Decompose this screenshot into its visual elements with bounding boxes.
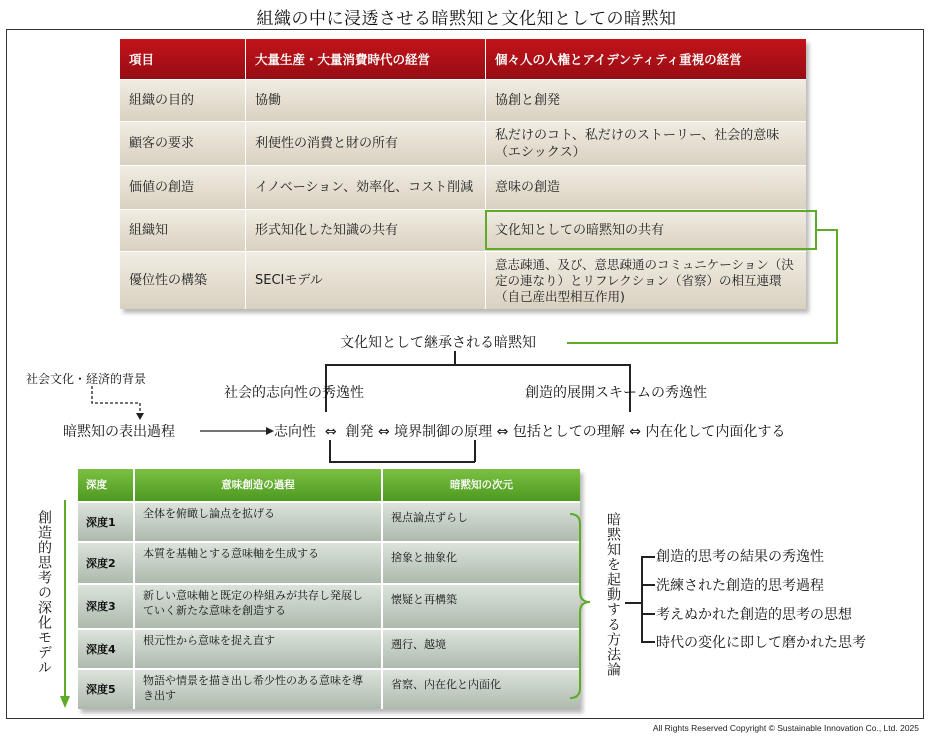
meaning-process: 新しい意味軸と既定の枠組みが共存し発展していく新たな意味を創造する <box>135 585 383 628</box>
arrow-right-icon <box>200 424 275 438</box>
green-connector <box>567 342 838 344</box>
copyright-text: All Rights Reserved Copyright © Sustainable Innovation Co., Ltd. 2025 <box>652 723 919 733</box>
tacit-dimension: 懐疑と再構築 <box>383 585 580 628</box>
table-row <box>120 122 806 165</box>
connector-line <box>329 461 475 463</box>
depth-label: 深度4 <box>78 630 135 668</box>
row-mass-value: SECIモデル <box>246 252 486 309</box>
row-mass-value: 形式知化した知識の共有 <box>246 210 486 251</box>
management-comparison-table <box>120 39 806 309</box>
row-label: 優位性の構築 <box>120 252 246 309</box>
row-identity-value: 協創と創発 <box>486 80 806 121</box>
thinking-depth-table <box>78 469 580 709</box>
row-identity-value: 意志疎通、及び、意思疎通のコミュニケーション（決定の連なり）とリフレクション（省察）の相互連環（自己産出型相互作用) <box>486 252 806 309</box>
table-row <box>78 543 580 583</box>
row-mass-value: 利便性の消費と財の所有 <box>246 122 486 165</box>
meaning-process: 本質を基軸とする意味軸を生成する <box>135 543 383 583</box>
row-label: 組織の目的 <box>120 80 246 121</box>
table-row <box>120 80 806 121</box>
header-identity-management: 個々人の人権とアイデンティティ重視の経営 <box>486 39 806 79</box>
green-brace-icon <box>568 512 598 700</box>
expression-process-label: 暗黙知の表出過程 <box>63 424 175 440</box>
connector-line <box>325 364 630 366</box>
outcome-tick <box>641 584 655 586</box>
header-mass-production: 大量生産・大量消費時代の経営 <box>246 39 486 79</box>
dashed-arrow-icon <box>85 386 155 426</box>
diagram-title: 組織の中に浸透させる暗黙知と文化知としての暗黙知 <box>256 9 677 29</box>
header-depth: 深度 <box>78 469 135 501</box>
meaning-process: 物語や情景を描き出し希少性のある意味を導き出す <box>135 670 383 709</box>
depth-label: 深度3 <box>78 585 135 628</box>
process-chain-text: 志向性 ⇔ 創発 ⇔ 境界制御の原理 ⇔ 包括としての理解 ⇔ 内在化して内面化する <box>274 424 786 440</box>
row-mass-value: 協働 <box>246 80 486 121</box>
connector-line <box>641 556 643 642</box>
row-label: 価値の創造 <box>120 166 246 209</box>
row-mass-value: イノベーション、効率化、コスト削減 <box>246 166 486 209</box>
tacit-dimension: 省察、内在化と内面化 <box>383 670 580 709</box>
connector-line <box>454 351 456 365</box>
meaning-process: 根元性から意味を捉え直す <box>135 630 383 668</box>
row-label: 顧客の要求 <box>120 122 246 165</box>
tacit-dimension: 遡行、越境 <box>383 630 580 668</box>
connector-line <box>329 440 331 462</box>
row-identity-value: 意味の創造 <box>486 166 806 209</box>
header-tacit-dimension: 暗黙知の次元 <box>383 469 580 501</box>
green-connector <box>817 229 837 231</box>
table-row <box>120 166 806 209</box>
outcome-item: 考えぬかれた創造的思考の思想 <box>656 607 852 623</box>
depth-arrow-icon <box>58 500 72 710</box>
table-row <box>78 585 580 628</box>
inherited-tacit-knowledge-label: 文化知として継承される暗黙知 <box>340 335 536 351</box>
table-header-row <box>120 39 806 79</box>
table-row <box>120 252 806 309</box>
table-row <box>78 630 580 668</box>
green-connector <box>836 229 838 343</box>
connector-line <box>625 602 642 604</box>
table-row <box>78 670 580 709</box>
connector-line <box>474 440 476 462</box>
creative-excellence-label: 創造的展開スキームの秀逸性 <box>525 385 707 401</box>
tacit-knowledge-highlight <box>485 210 817 250</box>
social-excellence-label: 社会的志向性の秀逸性 <box>224 385 364 401</box>
table-row <box>78 503 580 541</box>
depth-label: 深度2 <box>78 543 135 583</box>
outcome-item: 時代の変化に即して磨かれた思考 <box>656 635 866 651</box>
outcome-tick <box>641 613 655 615</box>
row-identity-value: 私だけのコト、私だけのストーリー、社会的意味（エシックス） <box>486 122 806 165</box>
table-header-row <box>78 469 580 501</box>
row-label: 組織知 <box>120 210 246 251</box>
depth-label: 深度5 <box>78 670 135 709</box>
outcome-tick <box>641 556 655 558</box>
right-vertical-label: 暗黙知を起動する方法論 <box>605 512 621 677</box>
header-meaning-process: 意味創造の過程 <box>135 469 383 501</box>
header-item: 項目 <box>120 39 246 79</box>
tacit-dimension: 視点論点ずらし <box>383 503 580 541</box>
social-background-label: 社会文化・経済的背景 <box>26 372 147 386</box>
outcome-item: 創造的思考の結果の秀逸性 <box>656 549 824 565</box>
meaning-process: 全体を俯瞰し論点を拡げる <box>135 503 383 541</box>
outcome-item: 洗練された創造的思考過程 <box>656 578 824 594</box>
outcome-tick <box>641 641 655 643</box>
depth-label: 深度1 <box>78 503 135 541</box>
left-vertical-label: 創造的思考の深化モデル <box>36 510 52 675</box>
row-identity-value: 文化知としての暗黙知の共有 <box>486 210 806 251</box>
tacit-dimension: 捨象と抽象化 <box>383 543 580 583</box>
